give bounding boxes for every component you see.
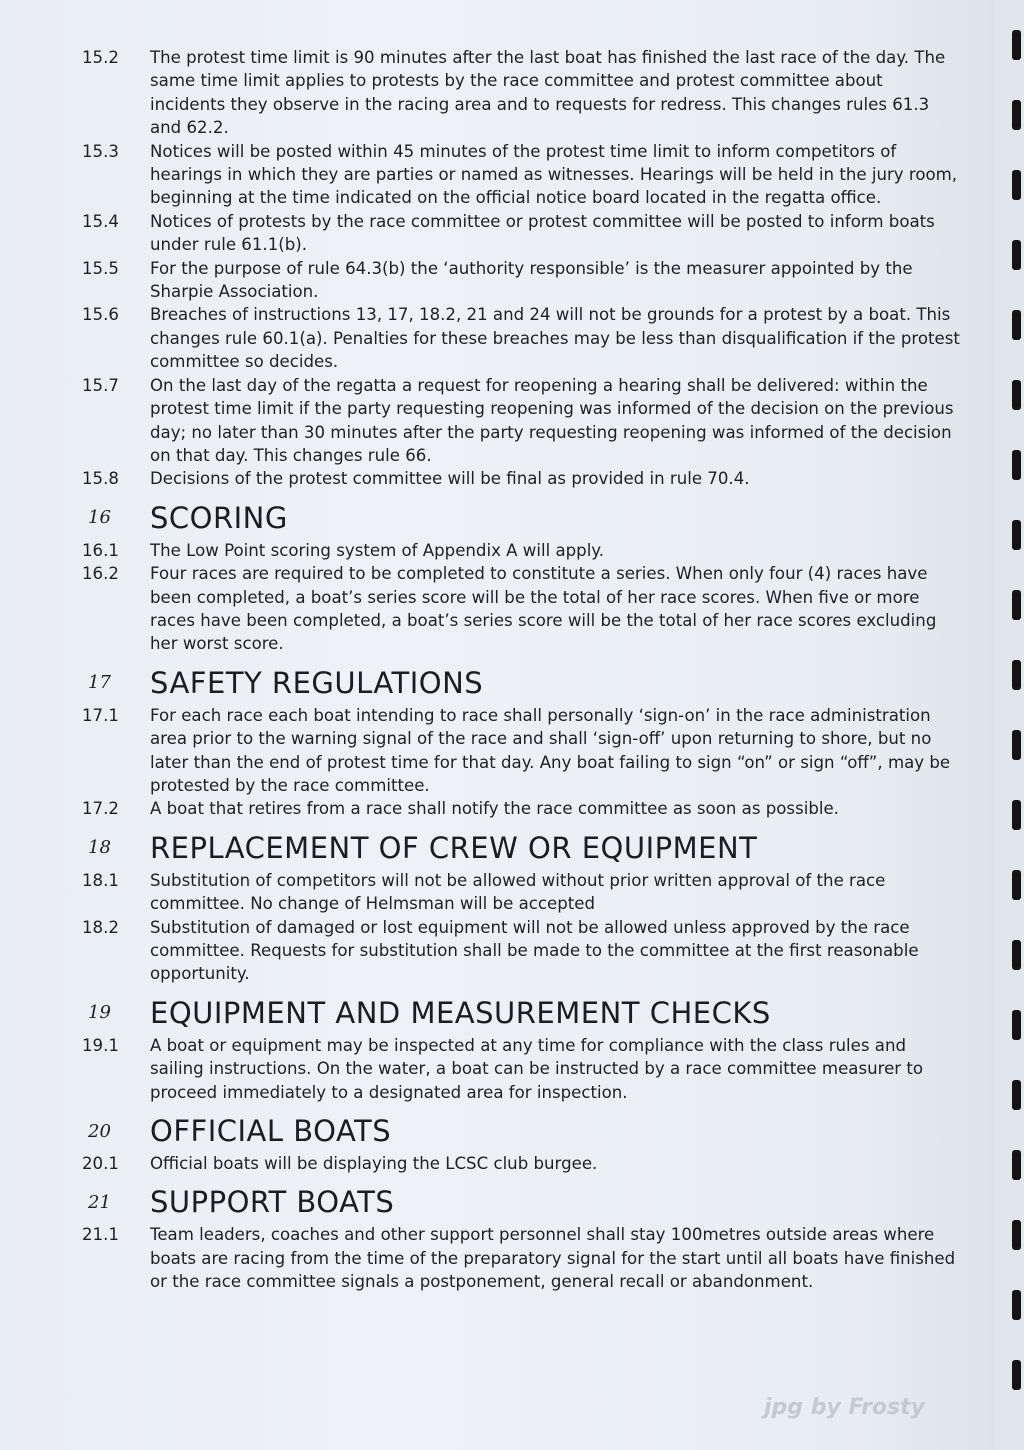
- section-heading: [82, 666, 962, 700]
- binding-ring: [1012, 800, 1021, 830]
- clause-number: 19.1: [82, 1035, 119, 1055]
- clause-number: 15.3: [82, 141, 119, 161]
- clause-text: Decisions of the protest committee will be final as provided in rule 70.4.: [150, 469, 750, 489]
- binding-ring: [1012, 1150, 1021, 1180]
- binding-ring: [1012, 940, 1021, 970]
- clause-number: 20.1: [82, 1154, 119, 1174]
- binding-ring: [1012, 1080, 1021, 1110]
- binding-ring: [1012, 520, 1021, 550]
- clause-text: For each race each boat intending to race shall personally ‘sign-on’ in the race administration area prior to the warning signal of the race and shall ‘sign-off’ upon returning to shore, but no later than the end of protest time for that day. Any boat failing to sign “on” or sign “off”, may be protested by the race committee.: [150, 705, 951, 795]
- section-heading: [82, 996, 962, 1030]
- clause: [82, 210, 962, 257]
- clause: [82, 257, 962, 304]
- clause: [82, 374, 962, 468]
- section-heading: [82, 831, 962, 865]
- clause-text: Substitution of competitors will not be allowed without prior written approval of the race committee. No change of Helmsman will be accepted: [150, 870, 886, 914]
- section-title: SAFETY REGULATIONS: [150, 665, 484, 700]
- section-heading: [82, 1185, 962, 1219]
- clause-number: 15.6: [82, 305, 119, 325]
- clause-number: 15.7: [82, 375, 119, 395]
- clause-text: A boat that retires from a race shall notify the race committee as soon as possible.: [150, 799, 839, 819]
- clause-text: On the last day of the regatta a request for reopening a hearing shall be delivered: within the protest time limit if the party requesting reopening was informed of the decision on the previous day; no later than 30 minutes after the party requesting reopening was informed of the decision on that day. This changes rule 66.: [150, 375, 954, 465]
- section-heading: [82, 501, 962, 535]
- clause: [82, 46, 962, 140]
- binding-ring: [1012, 30, 1021, 60]
- section-title: OFFICIAL BOATS: [150, 1114, 392, 1149]
- clause: [82, 704, 962, 798]
- clause-number: 18.2: [82, 917, 119, 937]
- clause: [82, 467, 962, 490]
- section-number: 16: [88, 507, 111, 529]
- clause: [82, 1152, 962, 1175]
- clause: [82, 1034, 962, 1104]
- clause: [82, 539, 962, 562]
- section-number: 17: [88, 672, 111, 694]
- binding-ring: [1012, 730, 1021, 760]
- clause: [82, 1223, 962, 1293]
- clause: [82, 562, 962, 656]
- clause-text: A boat or equipment may be inspected at any time for compliance with the class rules and sailing instructions. On the water, a boat can be instructed by a race committee measurer to proceed immediately to a designated area for inspection.: [150, 1035, 924, 1102]
- section-title: EQUIPMENT AND MEASUREMENT CHECKS: [150, 995, 771, 1030]
- clause: [82, 140, 962, 210]
- clause-text: Breaches of instructions 13, 17, 18.2, 21 and 24 will not be grounds for a protest by a boat. This changes rule 60.1(a). Penalties for these breaches may be less than disqualification if the protest committee so decides.: [150, 305, 960, 372]
- clause-number: 15.8: [82, 469, 119, 489]
- clause-number: 15.4: [82, 211, 119, 231]
- binding-ring: [1012, 380, 1021, 410]
- section-title: SUPPORT BOATS: [150, 1185, 395, 1220]
- binding-edge: [995, 0, 1024, 1450]
- binding-ring: [1012, 870, 1021, 900]
- binding-ring: [1012, 450, 1021, 480]
- clause: [82, 916, 962, 986]
- clause-number: 16.2: [82, 564, 119, 584]
- binding-ring: [1012, 1220, 1021, 1250]
- clause-text: For the purpose of rule 64.3(b) the ‘authority responsible’ is the measurer appointed by the Sharpie Association.: [150, 258, 913, 302]
- clause-text: Notices of protests by the race committee or protest committee will be posted to inform boats under rule 61.1(b).: [150, 211, 935, 255]
- binding-ring: [1012, 310, 1021, 340]
- document-body: [82, 46, 962, 1294]
- section-number: 19: [88, 1002, 111, 1024]
- clause-number: 16.1: [82, 540, 119, 560]
- section-title: REPLACEMENT OF CREW OR EQUIPMENT: [150, 830, 758, 865]
- watermark: jpg by Frosty: [764, 1395, 925, 1420]
- binding-ring: [1012, 240, 1021, 270]
- clause-text: The Low Point scoring system of Appendix A will apply.: [150, 540, 605, 560]
- clause-number: 18.1: [82, 870, 119, 890]
- binding-ring: [1012, 1010, 1021, 1040]
- clause-number: 15.5: [82, 258, 119, 278]
- clause-text: Official boats will be displaying the LCSC club burgee.: [150, 1154, 598, 1174]
- clause: [82, 797, 962, 820]
- section-heading: [82, 1114, 962, 1148]
- clause-text: Substitution of damaged or lost equipment will not be allowed unless approved by the race committee. Requests for substitution shall be made to the committee at the first reasonable opportunity.: [150, 917, 919, 984]
- binding-ring: [1012, 590, 1021, 620]
- clause-number: 17.1: [82, 705, 119, 725]
- binding-ring: [1012, 660, 1021, 690]
- section-number: 20: [88, 1120, 111, 1142]
- clause-text: Notices will be posted within 45 minutes of the protest time limit to inform competitors of hearings in which they are parties or named as witnesses. Hearings will be held in the jury room, beginning at the time indicated on the official notice board located in the regatta office.: [150, 141, 958, 208]
- binding-ring: [1012, 1290, 1021, 1320]
- clause-text: Team leaders, coaches and other support personnel shall stay 100metres outside areas where boats are racing from the time of the preparatory signal for the start until all boats have finished or the race committee signals a postponement, general recall or abandonment.: [150, 1225, 956, 1292]
- section-title: SCORING: [150, 500, 288, 535]
- clause-text: The protest time limit is 90 minutes after the last boat has finished the last race of the day. The same time limit applies to protests by the race committee and protest committee about incidents they observe in the racing area and to requests for redress. This changes rules 61.3 and 62.2.: [150, 48, 946, 138]
- section-number: 18: [88, 837, 111, 859]
- clause-text: Four races are required to be completed to constitute a series. When only four (4) races have been completed, a boat’s series score will be the total of her race scores. When five or more races have been completed, a boat’s series score will be the total of her race scores excluding her worst score.: [150, 564, 937, 654]
- clause: [82, 869, 962, 916]
- clause-number: 17.2: [82, 799, 119, 819]
- clause-number: 15.2: [82, 48, 119, 67]
- section-number: 21: [88, 1191, 111, 1213]
- clause-number: 21.1: [82, 1225, 119, 1245]
- clause: [82, 303, 962, 373]
- binding-ring: [1012, 1360, 1021, 1390]
- binding-ring: [1012, 170, 1021, 200]
- binding-ring: [1012, 100, 1021, 130]
